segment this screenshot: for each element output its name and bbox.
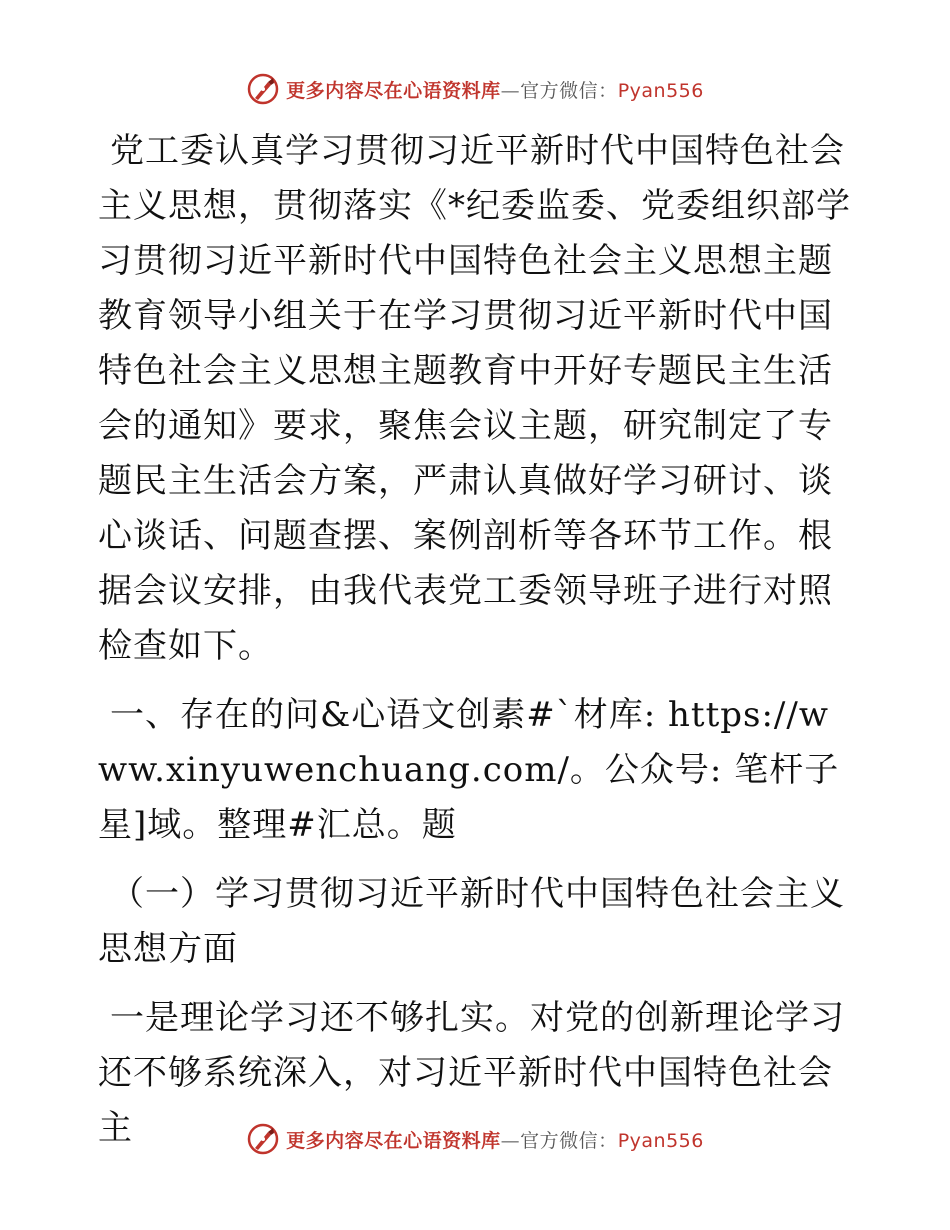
header-banner-wechat-id: Pyan556	[617, 79, 704, 102]
footer-banner-text	[286, 1126, 704, 1153]
quill-logo-icon	[246, 72, 280, 106]
header-banner-label: 官方微信：	[520, 79, 618, 102]
header-banner-main: 更多内容尽在心语资料库	[286, 79, 501, 102]
quill-logo-icon	[246, 1122, 280, 1156]
footer-banner-main: 更多内容尽在心语资料库	[286, 1129, 501, 1152]
header-banner-text	[286, 76, 704, 103]
paragraph-intro: 党工委认真学习贯彻习近平新时代中国特色社会主义思想，贯彻落实《*纪委监委、党委组织部学习贯彻习近平新时代中国特色社会主义思想主题教育领导小组关于在学习贯彻习近平新时代中国特色社会主义思想主题教育中开好专题民主生活会的通知》要求，聚焦会议主题，研究制定了专题民主生活会方案，严肃认真做好学习研讨、谈心谈话、问题查摆、案例剖析等各环节工作。根据会议安排，由我代表党工委领导班子进行对照检查如下。	[98, 131, 851, 666]
paragraph-section-heading: 一、存在的问&心语文创素#`材库: https://www.xinyuwenchuang.com/。公众号: 笔杆子星]域。整理#汇总。题	[98, 695, 840, 845]
document-body	[98, 124, 858, 1170]
footer-banner-dash: —	[500, 1129, 521, 1152]
paragraph-subsection-heading: （一）学习贯彻习近平新时代中国特色社会主义思想方面	[98, 874, 845, 969]
paragraph-point-one: 一是理论学习还不够扎实。对党的创新理论学习还不够系统深入，对习近平新时代中国特色社会主	[98, 998, 845, 1148]
footer-banner-wechat-id: Pyan556	[617, 1129, 704, 1152]
header-banner-dash: —	[500, 79, 521, 102]
footer-banner	[0, 1122, 950, 1156]
header-banner	[0, 72, 950, 106]
footer-banner-label: 官方微信：	[520, 1129, 618, 1152]
